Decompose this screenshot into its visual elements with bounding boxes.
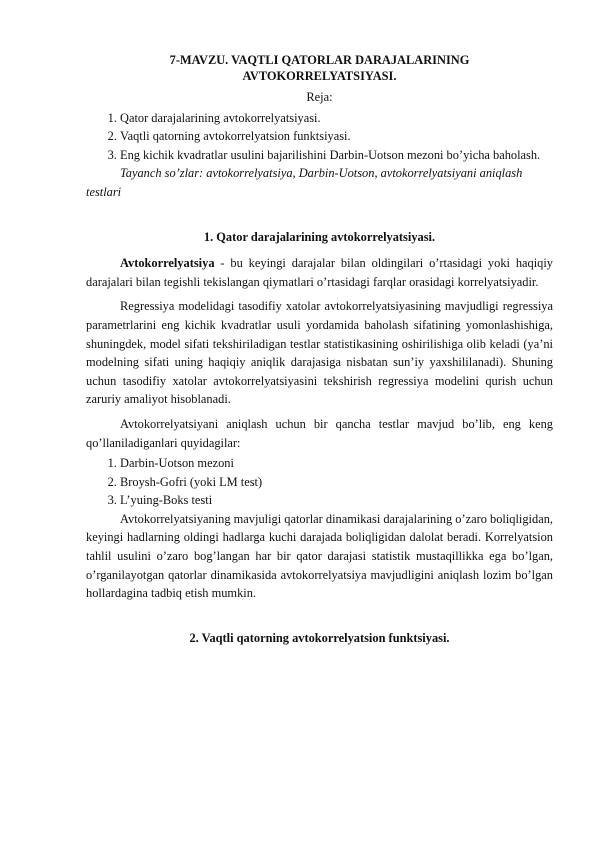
test-item: 2. Broysh-Gofri (yoki LM test) xyxy=(120,473,553,492)
paragraph-regression-errors: Regressiya modelidagi tasodifiy xatolar avtokorrelyatsiyasining mavjudligi regressiya parametrlarini eng kichik kvadratlar usuli yordamida baholash sifatining yomonlashishiga, shuningdek, model sifati tekshiriladigan testlar statistikasining oshirilishiga olib keladi (ya’ni modelning sifati uning haqiqiy aniqlik darajasiga nisbatan sun’iy yaxshililanadi). Shuning uchun tasodifiy xatolar avtokorrelyatsiyasini tekshirish regressiya modelini qurish uchun zaruriy amaliyot hisoblanadi. xyxy=(86,299,553,407)
tests-list xyxy=(86,454,553,510)
document-title-line-1: 7-MAVZU. VAQTLI QATORLAR DARAJALARINING xyxy=(169,53,470,67)
section-1-heading: 1. Qator darajalarining avtokorrelyatsiyasi. xyxy=(203,229,436,244)
definition-term: Avtokorrelyatsiya xyxy=(120,256,215,271)
paragraph-autocorrelation-meaning: Avtokorrelyatsiyaning mavjuligi qatorlar dinamikasi darajalarining o’zaro boliqligidan, keyingi hadlarning oldingi hadlarga kuchi darajada boliqligidan dalolat beradi. Korrelyatsion tahlil usulini o’zaro bog’langan har bir qator darajasi statistik mustaqillikka ega bo’lgan, o’rganilayotgan qatorlar dinamikasida avtokorrelyatsiya mavjudligini aniqlash lozim bo’lgan hollardagina tadbiq etish mumkin. xyxy=(86,511,553,601)
plan-list xyxy=(86,109,553,165)
plan-item: 3. Eng kichik kvadratlar usulini bajarilishini Darbin-Uotson mezoni bo’yicha baholash. xyxy=(120,146,553,165)
document-title-line-2: AVTOKORRELYATSIYASI. xyxy=(242,69,397,83)
paragraph-tests-intro: Avtokorrelyatsiyani aniqlash uchun bir qancha testlar mavjud bo’lib, eng keng qo’llaniladiganlari quyidagilar: xyxy=(86,416,553,450)
plan-label: Reja: xyxy=(306,90,333,104)
definition-text: - bu keyingi darajalar bilan oldingilari o’rtasidagi yoki haqiqiy darajalari bilan tegishli tekislangan qiymatlari o’rtasidagi farqlar orasidagi korrelyatsiyadir. xyxy=(86,256,553,289)
section-2-heading: 2. Vaqtli qatorning avtokorrelyatsion funktsiyasi. xyxy=(189,630,450,645)
test-item: 1. Darbin-Uotson mezoni xyxy=(120,454,553,473)
test-item: 3. L’yuing-Boks testi xyxy=(120,491,553,510)
plan-item: 2. Vaqtli qatorning avtokorrelyatsion funktsiyasi. xyxy=(120,127,553,146)
keywords-line: Tayanch so’zlar: avtokorrelyatsiya, Darbin-Uotson, avtokorrelyatsiyani aniqlash testlari xyxy=(86,166,523,199)
definition-paragraph xyxy=(86,254,553,291)
document-page xyxy=(86,52,553,647)
plan-item: 1. Qator darajalarining avtokorrelyatsiyasi. xyxy=(120,109,553,128)
